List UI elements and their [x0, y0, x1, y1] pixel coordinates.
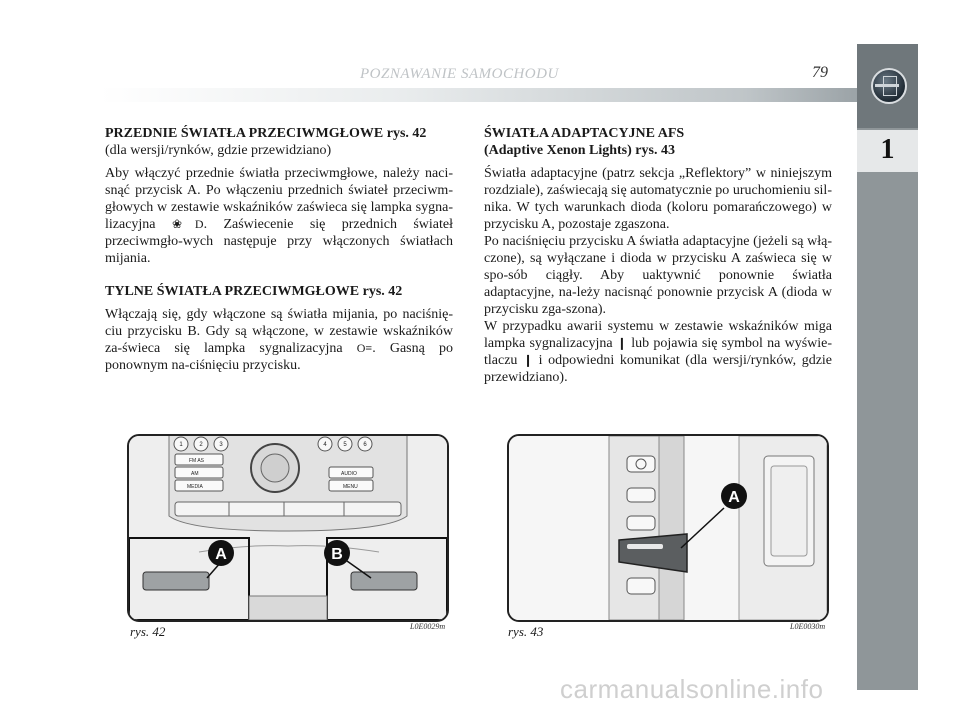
menu-label: MENU: [343, 484, 358, 490]
callout-b: B: [331, 546, 343, 563]
rear-fog-heading: TYLNE ŚWIATŁA PRZECIWMGŁOWE rys. 42: [105, 284, 403, 299]
afs-paragraph-1: Światła adaptacyjne (patrz sekcja „Reflektory” w niniejszym rozdziale), zaświecają się automatycznie po uruchomieniu sil-nika. W tych warunkach dioda (koloru pomarańczowego) w przycisku A, pozostaje zgaszona.: [484, 166, 832, 232]
front-fog-lamp-icon: ❀D: [171, 217, 204, 231]
front-fog-paragraph: Aby włączyć przednie światła przeciwmgłowe, należy naci-snąć przycisk A. Po włączeniu przednich świateł przeciwm-głowych w zestawie wskaźników zaświeca się lampka sygna-lizacyjna ❀D. Zaświecenie się przednich świateł przeciwmgło-wych następuje przy włączonych światłach mijania.: [105, 166, 454, 266]
front-fog-subheading: (dla wersji/rynków, gdzie przewidziano): [105, 143, 332, 158]
front-fog-button: [143, 572, 209, 590]
figure-43-drawing: [509, 436, 827, 620]
afs-paragraph-2: Po naciśnięciu przycisku A światła adaptacyjne (jeżeli są włą-czone), są wyłączane i dioda w przycisku A zaświeca się w spo-sób ciągły. Aby uaktywnić ponownie światła adaptacyjne, na-leży nacisnąć ponownie przycisk A (dioda w przycisku zga-szona).: [484, 234, 832, 317]
figure-42-drawing: [129, 436, 447, 620]
figure-42-caption: rys. 42: [130, 624, 166, 639]
rear-fog-button: [351, 572, 417, 590]
header-section-title: POZNAWANIE SAMOCHODU: [360, 66, 559, 82]
left-column: [105, 125, 453, 380]
header-rule: [100, 88, 860, 102]
audio-label: AUDIO: [341, 471, 357, 477]
figure-43-code: L0E0030m: [790, 622, 826, 631]
preset-6: 6: [363, 442, 367, 448]
am-label: AM: [191, 471, 199, 477]
callout-a: A: [728, 489, 740, 506]
right-column: [484, 125, 832, 386]
lancia-logo-icon: [871, 68, 907, 104]
chapter-box: [857, 130, 918, 172]
figure-42-code: L0E0029m: [410, 622, 446, 631]
preset-1: 1: [179, 442, 183, 448]
front-fog-heading: PRZEDNIE ŚWIATŁA PRZECIWMGŁOWE rys. 42: [105, 126, 427, 141]
figure-43: [507, 434, 829, 622]
chapter-sidebar: [857, 44, 918, 690]
figure-42: [127, 434, 449, 622]
media-label: MEDIA: [187, 484, 203, 490]
figure-43-caption: rys. 43: [508, 624, 544, 639]
rear-fog-lamp-icon: O≡: [356, 341, 373, 355]
afs-warning-lamp-icon: ❙: [616, 336, 627, 350]
afs-paragraph-3: W przypadku awarii systemu w zestawie wskaźników miga lampka sygnalizacyjna ❙ lub pojawia się symbol na wyświe-tlaczu ❙ i odpowiedni komunikat (dla wersji/rynków, gdzie przewidziano).: [484, 319, 833, 385]
callout-a: A: [215, 546, 227, 563]
preset-3: 3: [219, 442, 223, 448]
rear-fog-paragraph: Włączają się, gdy włączone są światła mijania, po naciśnię-ciu przycisku B. Gdy są włączone, w zestawie wskaźników za-świeca się lampka sygnalizacyjna O≡. Gasną po ponownym na-ciśnięciu przycisku.: [105, 307, 453, 373]
fm-label: FM AS: [189, 458, 205, 464]
afs-display-symbol-icon: ❙: [523, 353, 534, 367]
chapter-number: 1: [880, 134, 895, 165]
preset-2: 2: [199, 442, 203, 448]
preset-4: 4: [323, 442, 327, 448]
preset-5: 5: [343, 442, 347, 448]
page-number: 79: [812, 64, 828, 81]
watermark: carmanualsonline.info: [560, 674, 824, 704]
logo-box: [857, 44, 918, 128]
afs-subheading: (Adaptive Xenon Lights) rys. 43: [484, 143, 675, 158]
afs-heading: ŚWIATŁA ADAPTACYJNE AFS: [484, 126, 685, 141]
